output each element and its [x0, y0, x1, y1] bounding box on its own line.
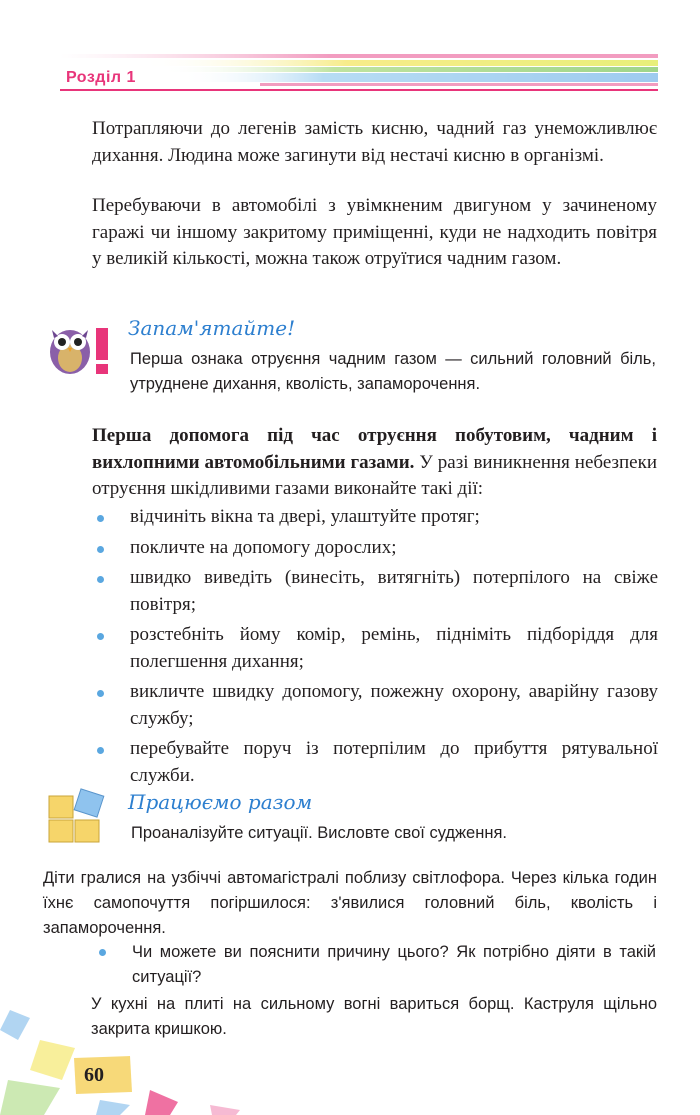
- remember-title: Запам'ятайте!: [128, 316, 296, 340]
- list-item: перебувайте поруч із потерпілим до прибуття рятувальної служби.: [92, 736, 658, 789]
- bullet-dot: [99, 949, 106, 956]
- list-item: швидко виведіть (винесіть, витягніть) потерпілого на свіже повітря;: [92, 565, 658, 618]
- first-aid-heading: Перша допомога під час отруєння побутовим, чадним і вихлопними автомобільними газами.: [92, 425, 657, 473]
- list-item: відчиніть вікна та двері, улаштуйте протяг;: [92, 504, 658, 531]
- remember-text: Перша ознака отруєння чадним газом — сильний головний біль, утруднене дихання, кволість, запаморочення.: [130, 350, 656, 393]
- page-number: 60: [84, 1064, 104, 1086]
- situation-2: У кухні на плиті на сильному вогні вариться борщ. Каструля щільно закрита кришкою.: [91, 995, 657, 1038]
- first-aid-intro-text: У разі виникнення небезпеки отруєння шкідливими газами виконайте такі дії:: [92, 451, 657, 499]
- teamwork-instruction: Проаналізуйте ситуації. Висловте свої судження.: [131, 824, 507, 842]
- teamwork-icon: [47, 786, 109, 848]
- first-aid-list: [92, 504, 658, 793]
- header-stripes: [60, 52, 658, 98]
- list-item: розстебніть йому комір, ремінь, підніміть підборіддя для полегшення дихання;: [92, 622, 658, 675]
- paragraph-2: Перебуваючи в автомобілі з увімкненим двигуном у зачиненому гаражі чи іншому закритому приміщенні, куди не надходить повітря у великій кількості, можна також отруїтися чадним газом.: [92, 195, 657, 269]
- first-aid-intro: [92, 423, 657, 503]
- section-label: Розділ 1: [66, 69, 136, 86]
- question-text: Чи можете ви пояснити причину цього? Як потрібно діяти в такій ситуації?: [132, 943, 656, 986]
- situation-1: Діти гралися на узбіччі автомагістралі поблизу світлофора. Через кілька годин їхнє самопочуття погіршилося: з'явилися головний біль, кволість і запаморочення.: [43, 869, 657, 937]
- list-item: покличте на допомогу дорослих;: [92, 535, 658, 562]
- list-item: викличте швидку допомогу, пожежну охорону, аварійну газову службу;: [92, 679, 658, 732]
- owl-icon: [44, 318, 116, 378]
- corner-decoration: [0, 1010, 260, 1115]
- teamwork-title: Працюємо разом: [128, 790, 313, 814]
- paragraph-1: Потрапляючи до легенів замість кисню, чадний газ унеможливлює дихання. Людина може загинути від нестачі кисню в організмі.: [92, 118, 657, 166]
